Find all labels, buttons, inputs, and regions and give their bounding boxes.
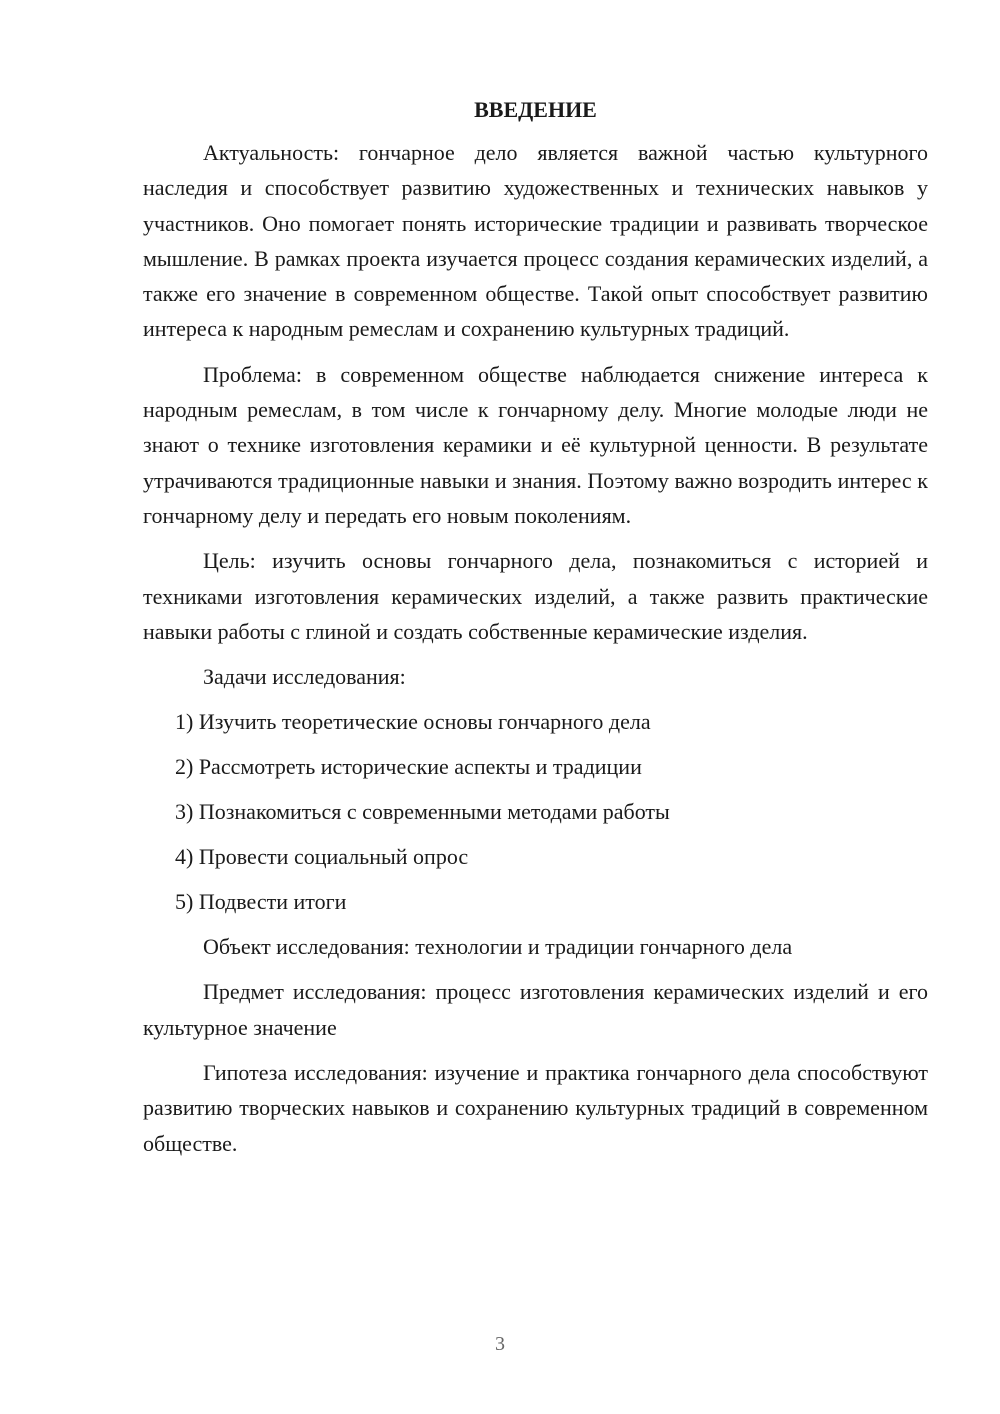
list-item: 2) Рассмотреть исторические аспекты и традиции [175, 754, 642, 780]
list-item: 5) Подвести итоги [175, 889, 347, 915]
page-title: ВВЕДЕНИЕ [474, 97, 597, 122]
subject-paragraph: Предмет исследования: процесс изготовления керамических изделий и его культурное значение [143, 979, 928, 1040]
list-item: 1) Изучить теоретические основы гончарного дела [175, 709, 651, 735]
relevance-paragraph: Актуальность: гончарное дело является важной частью культурного наследия и способствует развитию художественных и технических навыков у участников. Оно помогает понять исторические традиции и развивать творческое мышление. В рамках проекта изучается процесс создания керамических изделий, а также его значение в современном обществе. Такой опыт способствует развитию интереса к народным ремеслам и сохранению культурных традиций. [143, 140, 928, 342]
page-number: 3 [495, 1333, 505, 1355]
list-item: 4) Провести социальный опрос [175, 844, 469, 870]
document-page [143, 92, 928, 1171]
hypothesis-paragraph: Гипотеза исследования: изучение и практика гончарного дела способствуют развитию творческих навыков и сохранению культурных традиций в современном обществе. [143, 1060, 928, 1156]
tasks-list [143, 704, 928, 919]
list-item: 3) Познакомиться с современными методами работы [175, 799, 670, 825]
goal-paragraph: Цель: изучить основы гончарного дела, познакомиться с историей и техниками изготовления керамических изделий, а также развить практические навыки работы с глиной и создать собственные керамические изделия. [143, 548, 928, 644]
object-paragraph: Объект исследования: технологии и традиции гончарного дела [203, 934, 793, 960]
problem-paragraph: Проблема: в современном обществе наблюдается снижение интереса к народным ремеслам, в том числе к гончарному делу. Многие молодые люди не знают о технике изготовления керамики и её культурной ценности. В результате утрачиваются традиционные навыки и знания. Поэтому важно возродить интерес к гончарному делу и передать его новым поколениям. [143, 361, 928, 528]
tasks-heading: Задачи исследования: [203, 664, 406, 690]
